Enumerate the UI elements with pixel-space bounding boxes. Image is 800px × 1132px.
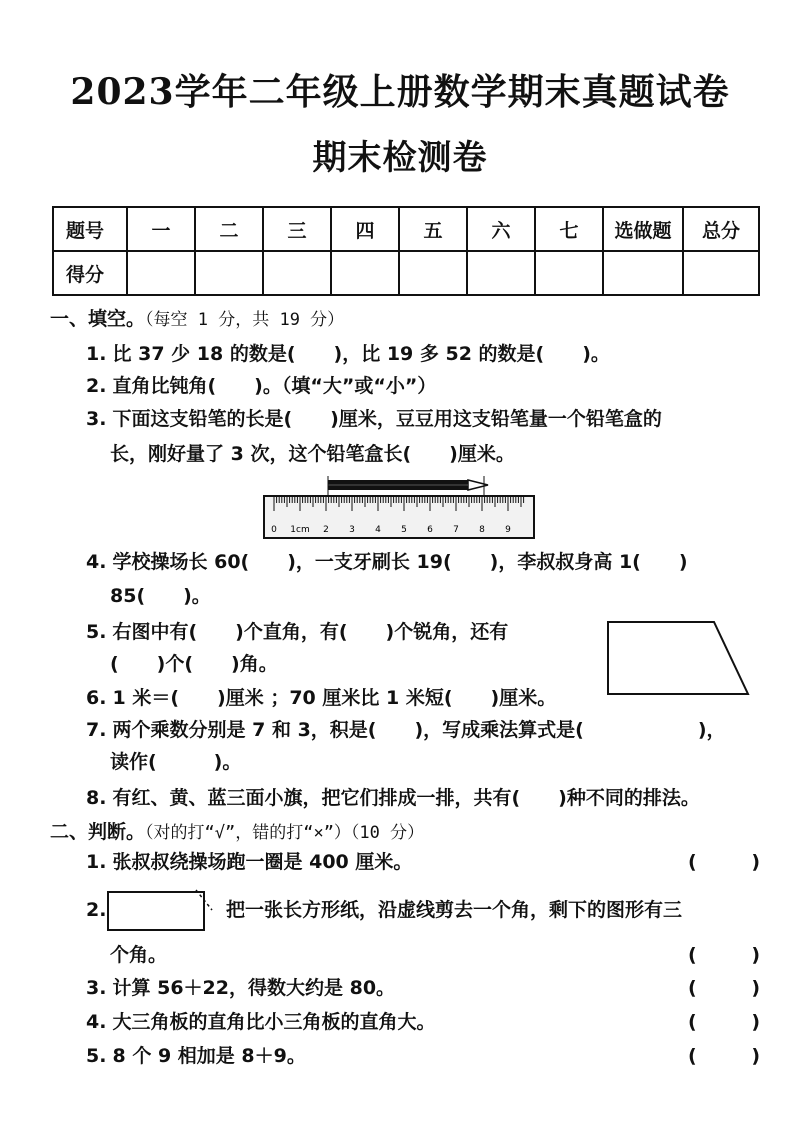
paren-close: ) [751, 1045, 760, 1067]
ruler-label: 3 [349, 525, 355, 535]
question-text: ( )个( )角。 [110, 653, 278, 675]
question-text: 8 个 9 相加是 8＋9。 [112, 1045, 306, 1067]
score-cell[interactable] [195, 251, 263, 295]
question-number: 3. [86, 408, 107, 430]
question-text: 右图中有( )个直角，有( )个锐角，还有 [112, 621, 509, 643]
section1-heading [50, 305, 344, 334]
question-text: 把一张长方形纸，沿虚线剪去一个角，剩下的图形有三 [226, 899, 683, 921]
question-text: 张叔叔绕操场跑一圈是 400 厘米。 [112, 851, 413, 873]
score-header-cell: 五 [399, 207, 467, 251]
paren-open: ( [688, 977, 697, 999]
score-cell[interactable] [127, 251, 195, 295]
section2-heading [50, 818, 424, 847]
score-cell[interactable] [399, 251, 467, 295]
s2-question-5 [86, 1042, 306, 1070]
question-number: 2. [86, 899, 107, 921]
s1-question-4 [86, 548, 688, 576]
ruler-label: 0 [271, 525, 277, 535]
s1-question-5 [86, 618, 508, 646]
score-table [52, 206, 760, 296]
question-number: 7. [86, 719, 107, 741]
score-table-header-row [53, 207, 759, 251]
paren-close: ) [751, 1011, 760, 1033]
s2-question-1 [86, 848, 412, 876]
question-text: 1 米＝( )厘米 ；70 厘米比 1 米短( )厘米。 [112, 687, 557, 709]
score-header-cell: 六 [467, 207, 535, 251]
question-number: 2. [86, 375, 107, 397]
paren-close: ) [751, 851, 760, 873]
score-header-cell: 题号 [53, 207, 127, 251]
score-header-cell: 四 [331, 207, 399, 251]
ruler-label: 9 [505, 525, 511, 535]
paren-open: ( [688, 1045, 697, 1067]
question-text: 学校操场长 60( )，一支牙刷长 19( )，李叔叔身高 1( ) [112, 551, 688, 573]
s1-question-7-cont [110, 748, 241, 776]
question-number: 4. [86, 1011, 107, 1033]
ruler-label: 6 [427, 525, 433, 535]
score-header-cell: 一 [127, 207, 195, 251]
question-number: 1. [86, 851, 107, 873]
score-header-cell: 二 [195, 207, 263, 251]
score-cell[interactable] [683, 251, 759, 295]
ruler-label: 1cm [290, 525, 310, 535]
answer-blank[interactable] [688, 941, 760, 969]
paren-close: ) [751, 944, 760, 966]
rectangle-figure [104, 888, 216, 936]
question-number: 5. [86, 621, 107, 643]
s1-question-4-cont [110, 582, 211, 610]
section2-title: 二、判断。 [50, 821, 146, 843]
question-number: 4. [86, 551, 107, 573]
ruler-label: 7 [453, 525, 459, 535]
question-text: 85( )。 [110, 585, 211, 607]
answer-blank[interactable] [688, 1008, 760, 1036]
answer-blank[interactable] [688, 848, 760, 876]
s1-question-5-cont [110, 650, 278, 678]
score-cell[interactable] [535, 251, 603, 295]
ruler-figure [262, 466, 537, 544]
question-text: 比 37 少 18 的数是( )，比 19 多 52 的数是( )。 [112, 343, 610, 365]
question-text: 长，刚好量了 3 次，这个铅笔盒长( )厘米。 [110, 443, 515, 465]
question-number: 3. [86, 977, 107, 999]
score-header-cell: 三 [263, 207, 331, 251]
s2-question-2-cont [110, 941, 167, 969]
score-table-score-row [53, 251, 759, 295]
question-text: 直角比钝角( )。（填“大”或“小”） [112, 375, 437, 397]
ruler-label: 8 [479, 525, 485, 535]
rectangle-shape [108, 892, 204, 930]
score-cell[interactable] [263, 251, 331, 295]
trapezoid-shape [608, 622, 748, 694]
score-header-cell: 总分 [683, 207, 759, 251]
question-text: 有红、黄、蓝三面小旗，把它们排成一排，共有( )种不同的排法。 [112, 787, 700, 809]
question-text: 两个乘数分别是 7 和 3，积是( )，写成乘法算式是( )， [112, 719, 726, 741]
score-cell[interactable] [467, 251, 535, 295]
answer-blank[interactable] [688, 1042, 760, 1070]
score-header-cell: 选做题 [603, 207, 683, 251]
pencil-icon [328, 480, 488, 490]
score-header-cell: 七 [535, 207, 603, 251]
question-text: 计算 56＋22，得数大约是 80。 [112, 977, 396, 999]
s2-question-4 [86, 1008, 436, 1036]
section2-note: （对的打“√”，错的打“×”）（10 分） [145, 823, 425, 843]
score-row-label: 得分 [53, 251, 127, 295]
paren-open: ( [688, 944, 697, 966]
question-text: 读作( )。 [110, 751, 242, 773]
s1-question-7 [86, 716, 726, 744]
score-cell[interactable] [331, 251, 399, 295]
page-title: 2023学年二年级上册数学期末真题试卷 [70, 71, 730, 113]
question-text: 下面这支铅笔的长是( )厘米，豆豆用这支铅笔量一个铅笔盒的 [112, 408, 662, 430]
s1-question-2 [86, 372, 436, 400]
ruler-label: 5 [401, 525, 407, 535]
question-number: 1. [86, 343, 107, 365]
trapezoid-figure [600, 618, 756, 698]
section1-note: （每空 1 分，共 19 分） [145, 310, 345, 330]
paren-close: ) [751, 977, 760, 999]
s1-question-6 [86, 684, 556, 712]
section1-title: 一、填空。 [50, 308, 146, 330]
question-number: 8. [86, 787, 107, 809]
ruler-label: 2 [323, 525, 329, 535]
answer-blank[interactable] [688, 974, 760, 1002]
s2-question-2-text [226, 896, 682, 924]
paren-open: ( [688, 851, 697, 873]
s1-question-8 [86, 784, 700, 812]
question-text: 大三角板的直角比小三角板的直角大。 [112, 1011, 436, 1033]
s1-question-1 [86, 340, 610, 368]
s2-question-3 [86, 974, 395, 1002]
s1-question-3-cont [110, 440, 515, 468]
s1-question-3 [86, 405, 662, 433]
paren-open: ( [688, 1011, 697, 1033]
score-cell[interactable] [603, 251, 683, 295]
question-number: 6. [86, 687, 107, 709]
question-text: 个角。 [110, 944, 168, 966]
page-subtitle: 期末检测卷 [312, 138, 488, 178]
question-number: 5. [86, 1045, 107, 1067]
ruler-label: 4 [375, 525, 381, 535]
